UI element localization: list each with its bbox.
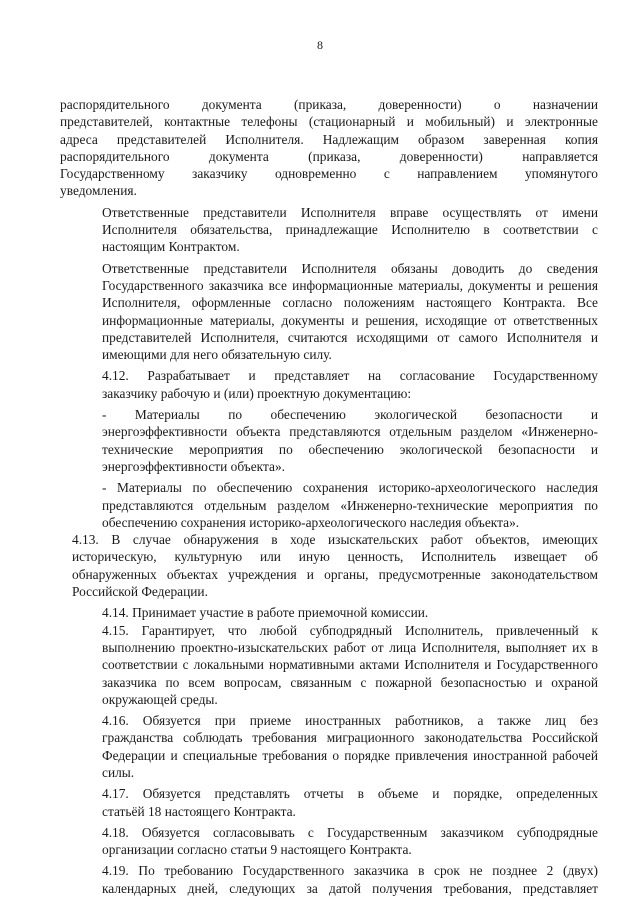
clause-4-19 bbox=[60, 862, 598, 897]
text-line: уведомления. bbox=[60, 183, 137, 199]
text-line: энергоэффективности объекта». bbox=[102, 458, 286, 474]
text-line: обнаруженных объектах учреждения и органы, предусмотренные законодательством bbox=[72, 566, 598, 582]
text-line: имеющими для него обязательную силу. bbox=[102, 347, 332, 363]
text-line: представителей, контактные телефоны (стационарный и мобильный) и электронные bbox=[60, 114, 598, 130]
clause-4-12-ecology-item bbox=[60, 406, 598, 475]
text-line: 4.14. Принимает участие в работе приемочной комиссии. bbox=[102, 605, 429, 621]
text-line: 4.17. Обязуется представлять отчеты в объеме и порядке, определенных bbox=[102, 786, 598, 802]
text-line: соответствии с локальными нормативными актами Исполнителя и Государственного bbox=[102, 657, 598, 673]
text-line: - Материалы по обеспечению экологической безопасности и bbox=[102, 407, 598, 423]
text-line: статьёй 18 настоящего Контракта. bbox=[102, 803, 296, 819]
text-line: заказчику рабочую и (или) проектную документацию: bbox=[102, 385, 412, 401]
paragraph-representatives-rights bbox=[60, 204, 598, 256]
document-body bbox=[60, 96, 598, 897]
text-line: календарных дней, следующих за датой получения требования, представляет bbox=[102, 880, 598, 896]
text-line: технические мероприятия по обеспечению экологической безопасности и bbox=[102, 441, 598, 457]
text-line: 4.19. По требованию Государственного заказчика в срок не позднее 2 (двух) bbox=[102, 863, 598, 879]
text-line: 4.16. Обязуется при приеме иностранных работников, а также лиц без bbox=[102, 713, 598, 729]
text-line: Исполнителя обязательства, принадлежащие Исполнителю в соответствии с bbox=[102, 222, 598, 238]
text-line: распорядительного документа (приказа, доверенности) направляется bbox=[60, 148, 598, 164]
text-line: представляются отдельным разделом «Инженерно-технические мероприятия по bbox=[102, 497, 598, 513]
text-line: Государственному заказчику одновременно с направлением упомянутого bbox=[60, 166, 598, 182]
clause-4-13 bbox=[60, 531, 598, 600]
paragraph-appointment-document bbox=[60, 96, 598, 200]
text-line: силы. bbox=[102, 764, 135, 780]
text-line: настоящим Контрактом. bbox=[102, 239, 240, 255]
text-line: 4.12. Разрабатывает и представляет на согласование Государственному bbox=[102, 368, 598, 384]
text-line: Государственного заказчика все информационные материалы, документы и решения bbox=[102, 277, 598, 293]
paragraph-representatives-duties bbox=[60, 260, 598, 364]
text-line: Российской Федерации. bbox=[72, 584, 208, 600]
text-line: представителей Исполнителя, считаются исходящими от самого Исполнителя и bbox=[102, 329, 598, 345]
clause-4-14 bbox=[60, 604, 598, 621]
text-line: - Материалы по обеспечению сохранения историко-археологического наследия bbox=[102, 480, 598, 496]
text-line: 4.18. Обязуется согласовывать с Государственным заказчиком субподрядные bbox=[102, 824, 598, 840]
text-line: заказчика по всем вопросам, связанным с пожарной безопасностью и охраной bbox=[102, 674, 598, 690]
text-line: гражданства соблюдать требования миграционного законодательства Российской bbox=[102, 730, 598, 746]
text-line: энергоэффективности объекта представляются отдельным разделом «Инженерно- bbox=[102, 424, 598, 440]
clause-4-12-heritage-item bbox=[60, 479, 598, 531]
text-line: 4.13. В случае обнаружения в ходе изыскательских работ объектов, имеющих bbox=[72, 532, 598, 548]
text-line: распорядительного документа (приказа, доверенности) о назначении bbox=[60, 97, 598, 112]
text-line: организации согласно статьи 9 настоящего Контракта. bbox=[102, 842, 412, 858]
clause-4-15 bbox=[60, 622, 598, 708]
text-line: обеспечению сохранения историко-археологического наследия объекта». bbox=[102, 514, 520, 530]
text-line: Ответственные представители Исполнителя вправе осуществлять от имени bbox=[102, 204, 598, 220]
text-line: историческую, культурную или иную ценность, Исполнитель извещает об bbox=[72, 549, 598, 565]
clause-4-17 bbox=[60, 785, 598, 820]
clause-4-16 bbox=[60, 712, 598, 781]
text-line: Ответственные представители Исполнителя обязаны доводить до сведения bbox=[102, 260, 598, 276]
text-line: 4.15. Гарантирует, что любой субподрядный Исполнитель, привлеченный к bbox=[102, 622, 598, 638]
text-line: выполнению проектно-изыскательских работ от лица Исполнителя, выполняет их в bbox=[102, 639, 598, 655]
text-line: окружающей среды. bbox=[102, 691, 218, 707]
text-line: Исполнителя, оформленные согласно положениям настоящего Контракта. Все bbox=[102, 295, 598, 311]
clause-4-12 bbox=[60, 367, 598, 402]
text-line: информационные материалы, документы и решения, исходящие от ответственных bbox=[102, 312, 598, 328]
clause-4-18 bbox=[60, 824, 598, 859]
page-number: 8 bbox=[317, 38, 323, 52]
text-line: адреса представителей Исполнителя. Надлежащим образом заверенная копия bbox=[60, 131, 598, 147]
text-line: Федерации и специальные требования о порядке привлечения иностранной рабочей bbox=[102, 747, 598, 763]
